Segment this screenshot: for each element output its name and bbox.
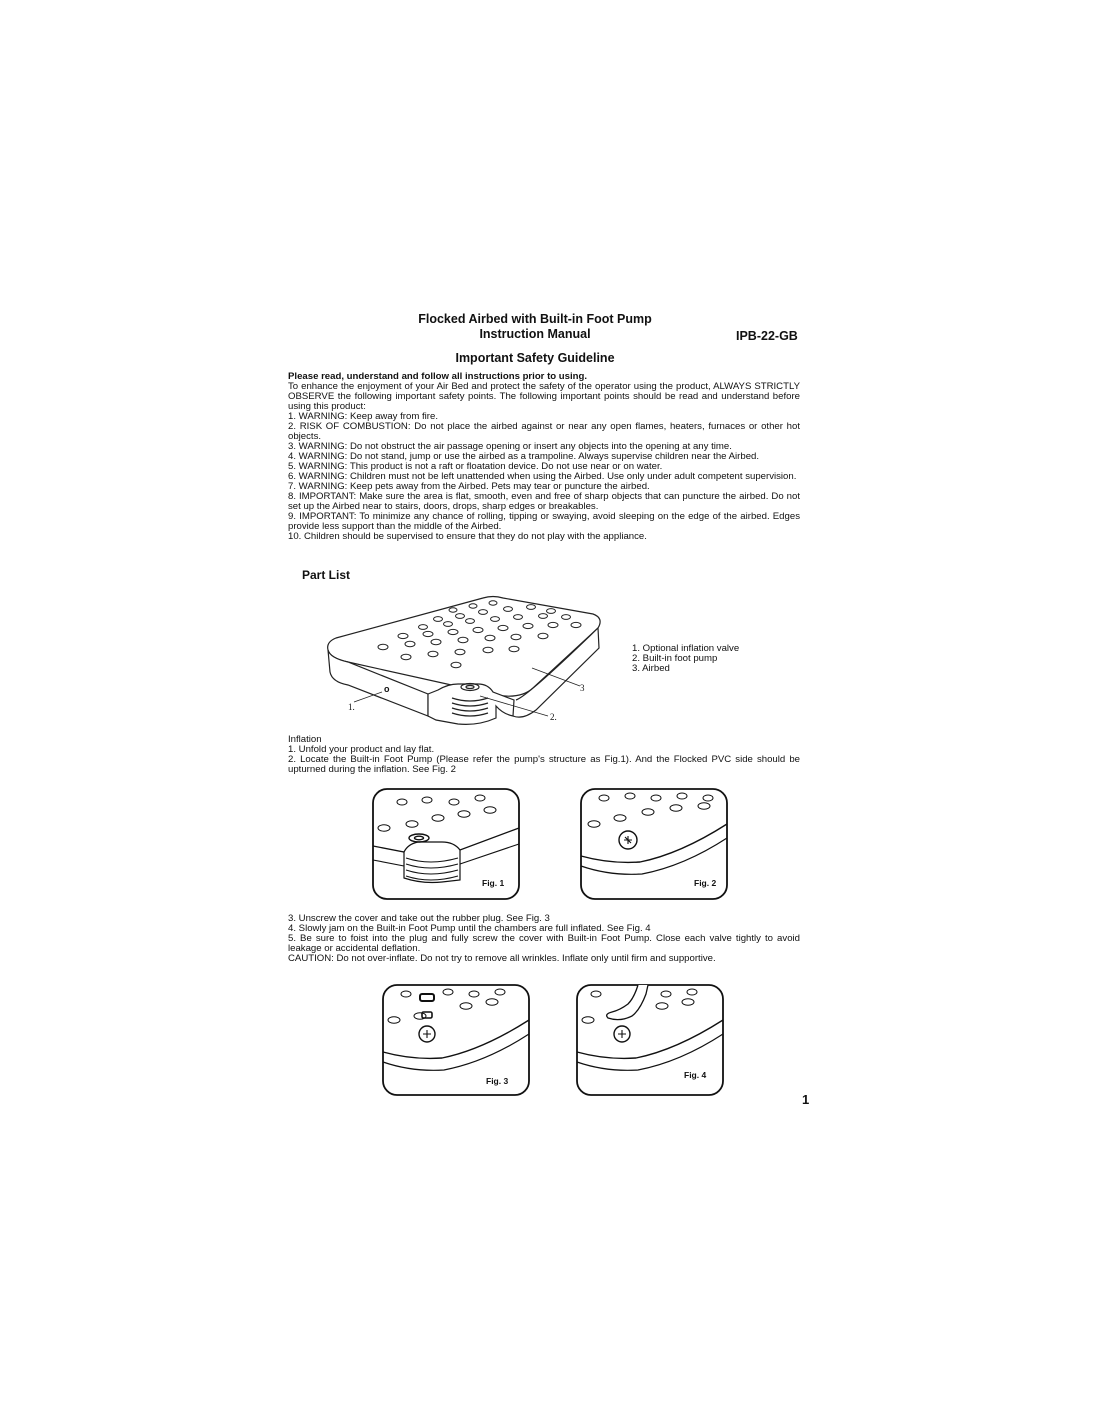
inflation-section-continued xyxy=(288,914,800,964)
safety-item: 1. WARNING: Keep away from fire. xyxy=(288,411,438,422)
safety-item: 10. Children should be supervised to ensure that they do not play with the appliance. xyxy=(288,531,647,542)
callout-2: 2. xyxy=(550,712,557,722)
safety-item: 4. WARNING: Do not stand, jump or use the airbed as a trampoline. Always supervise children near the Airbed. xyxy=(288,451,760,462)
safety-item: 8. IMPORTANT: Make sure the area is flat, smooth, even and free of sharp objects that can puncture the airbed. Do not set up the Airbed near to stairs, doors, drops, sharp edges or breakables. xyxy=(288,491,800,512)
figure-3-label: Fig. 3 xyxy=(486,1076,509,1086)
safety-item: 6. WARNING: Children must not be left unattended when using the Airbed. Use only under adult competent supervision. xyxy=(288,471,797,482)
inflation-heading: Inflation xyxy=(288,734,322,745)
inflation-step: 3. Unscrew the cover and take out the rubber plug. See Fig. 3 xyxy=(288,913,550,924)
legend-item: 2. Built-in foot pump xyxy=(632,653,718,664)
parts-legend xyxy=(632,644,739,674)
figure-3 xyxy=(382,984,530,1096)
figure-1-label: Fig. 1 xyxy=(482,878,505,888)
inflation-step: 1. Unfold your product and lay flat. xyxy=(288,744,435,755)
safety-item: 7. WARNING: Keep pets away from the Airbed. Pets may tear or puncture the airbed. xyxy=(288,481,650,492)
safety-item: 5. WARNING: This product is not a raft or floatation device. Do not use near or on water. xyxy=(288,461,663,472)
page-number: 1 xyxy=(802,1092,810,1107)
safety-intro: To enhance the enjoyment of your Air Bed and protect the safety of the operator using the product, ALWAYS STRICTLY OBSERVE the following important safety points. The following important points should be read and understand before using this product: xyxy=(288,381,800,412)
figure-4 xyxy=(576,984,724,1096)
safety-item: 9. IMPORTANT: To minimize any chance of rolling, tipping or swaying, avoid sleeping on the edge of the airbed. Edges provide less support than the middle of the Airbed. xyxy=(288,511,800,532)
legend-item: 3. Airbed xyxy=(632,663,670,674)
document-title: Flocked Airbed with Built-in Foot Pump xyxy=(418,312,652,326)
safety-intro-bold: Please read, understand and follow all instructions prior to using. xyxy=(288,371,588,382)
callout-3: 3 xyxy=(580,683,585,693)
inflation-step: 2. Locate the Built-in Foot Pump (Please refer the pump's structure as Fig.1). And the Flocked PVC side should be upturned during the inflation. See Fig. 2 xyxy=(288,754,800,775)
inflation-step: 5. Be sure to foist into the plug and fully screw the cover with Built-in Foot Pump. Close each valve tightly to avoid leakage or accidental deflation. xyxy=(288,933,800,954)
safety-heading: Important Safety Guideline xyxy=(455,351,615,365)
callout-1: 1. xyxy=(348,702,355,712)
inflation-section xyxy=(288,735,800,775)
legend-item: 1. Optional inflation valve xyxy=(632,643,740,654)
safety-item: 2. RISK OF COMBUSTION: Do not place the airbed against or near any open flames, heaters, furnaces or other hot objects. xyxy=(288,421,800,442)
figure-4-label: Fig. 4 xyxy=(684,1070,707,1080)
airbed-diagram xyxy=(318,592,618,732)
caution-note: CAUTION: Do not over-inflate. Do not try to remove all wrinkles. Inflate only until firm and supportive. xyxy=(288,953,716,964)
model-number: IPB-22-GB xyxy=(736,329,798,343)
inflation-step: 4. Slowly jam on the Built-in Foot Pump until the chambers are full inflated. See Fig. 4 xyxy=(288,923,651,934)
figure-1 xyxy=(372,788,520,900)
figure-2 xyxy=(580,788,728,900)
part-list-heading: Part List xyxy=(302,568,351,582)
document-subtitle: Instruction Manual xyxy=(479,327,591,341)
safety-section xyxy=(288,372,800,542)
safety-item: 3. WARNING: Do not obstruct the air passage opening or insert any objects into the opening at any time. xyxy=(288,441,732,452)
valve-mark: o xyxy=(384,684,390,694)
figure-2-label: Fig. 2 xyxy=(694,878,717,888)
